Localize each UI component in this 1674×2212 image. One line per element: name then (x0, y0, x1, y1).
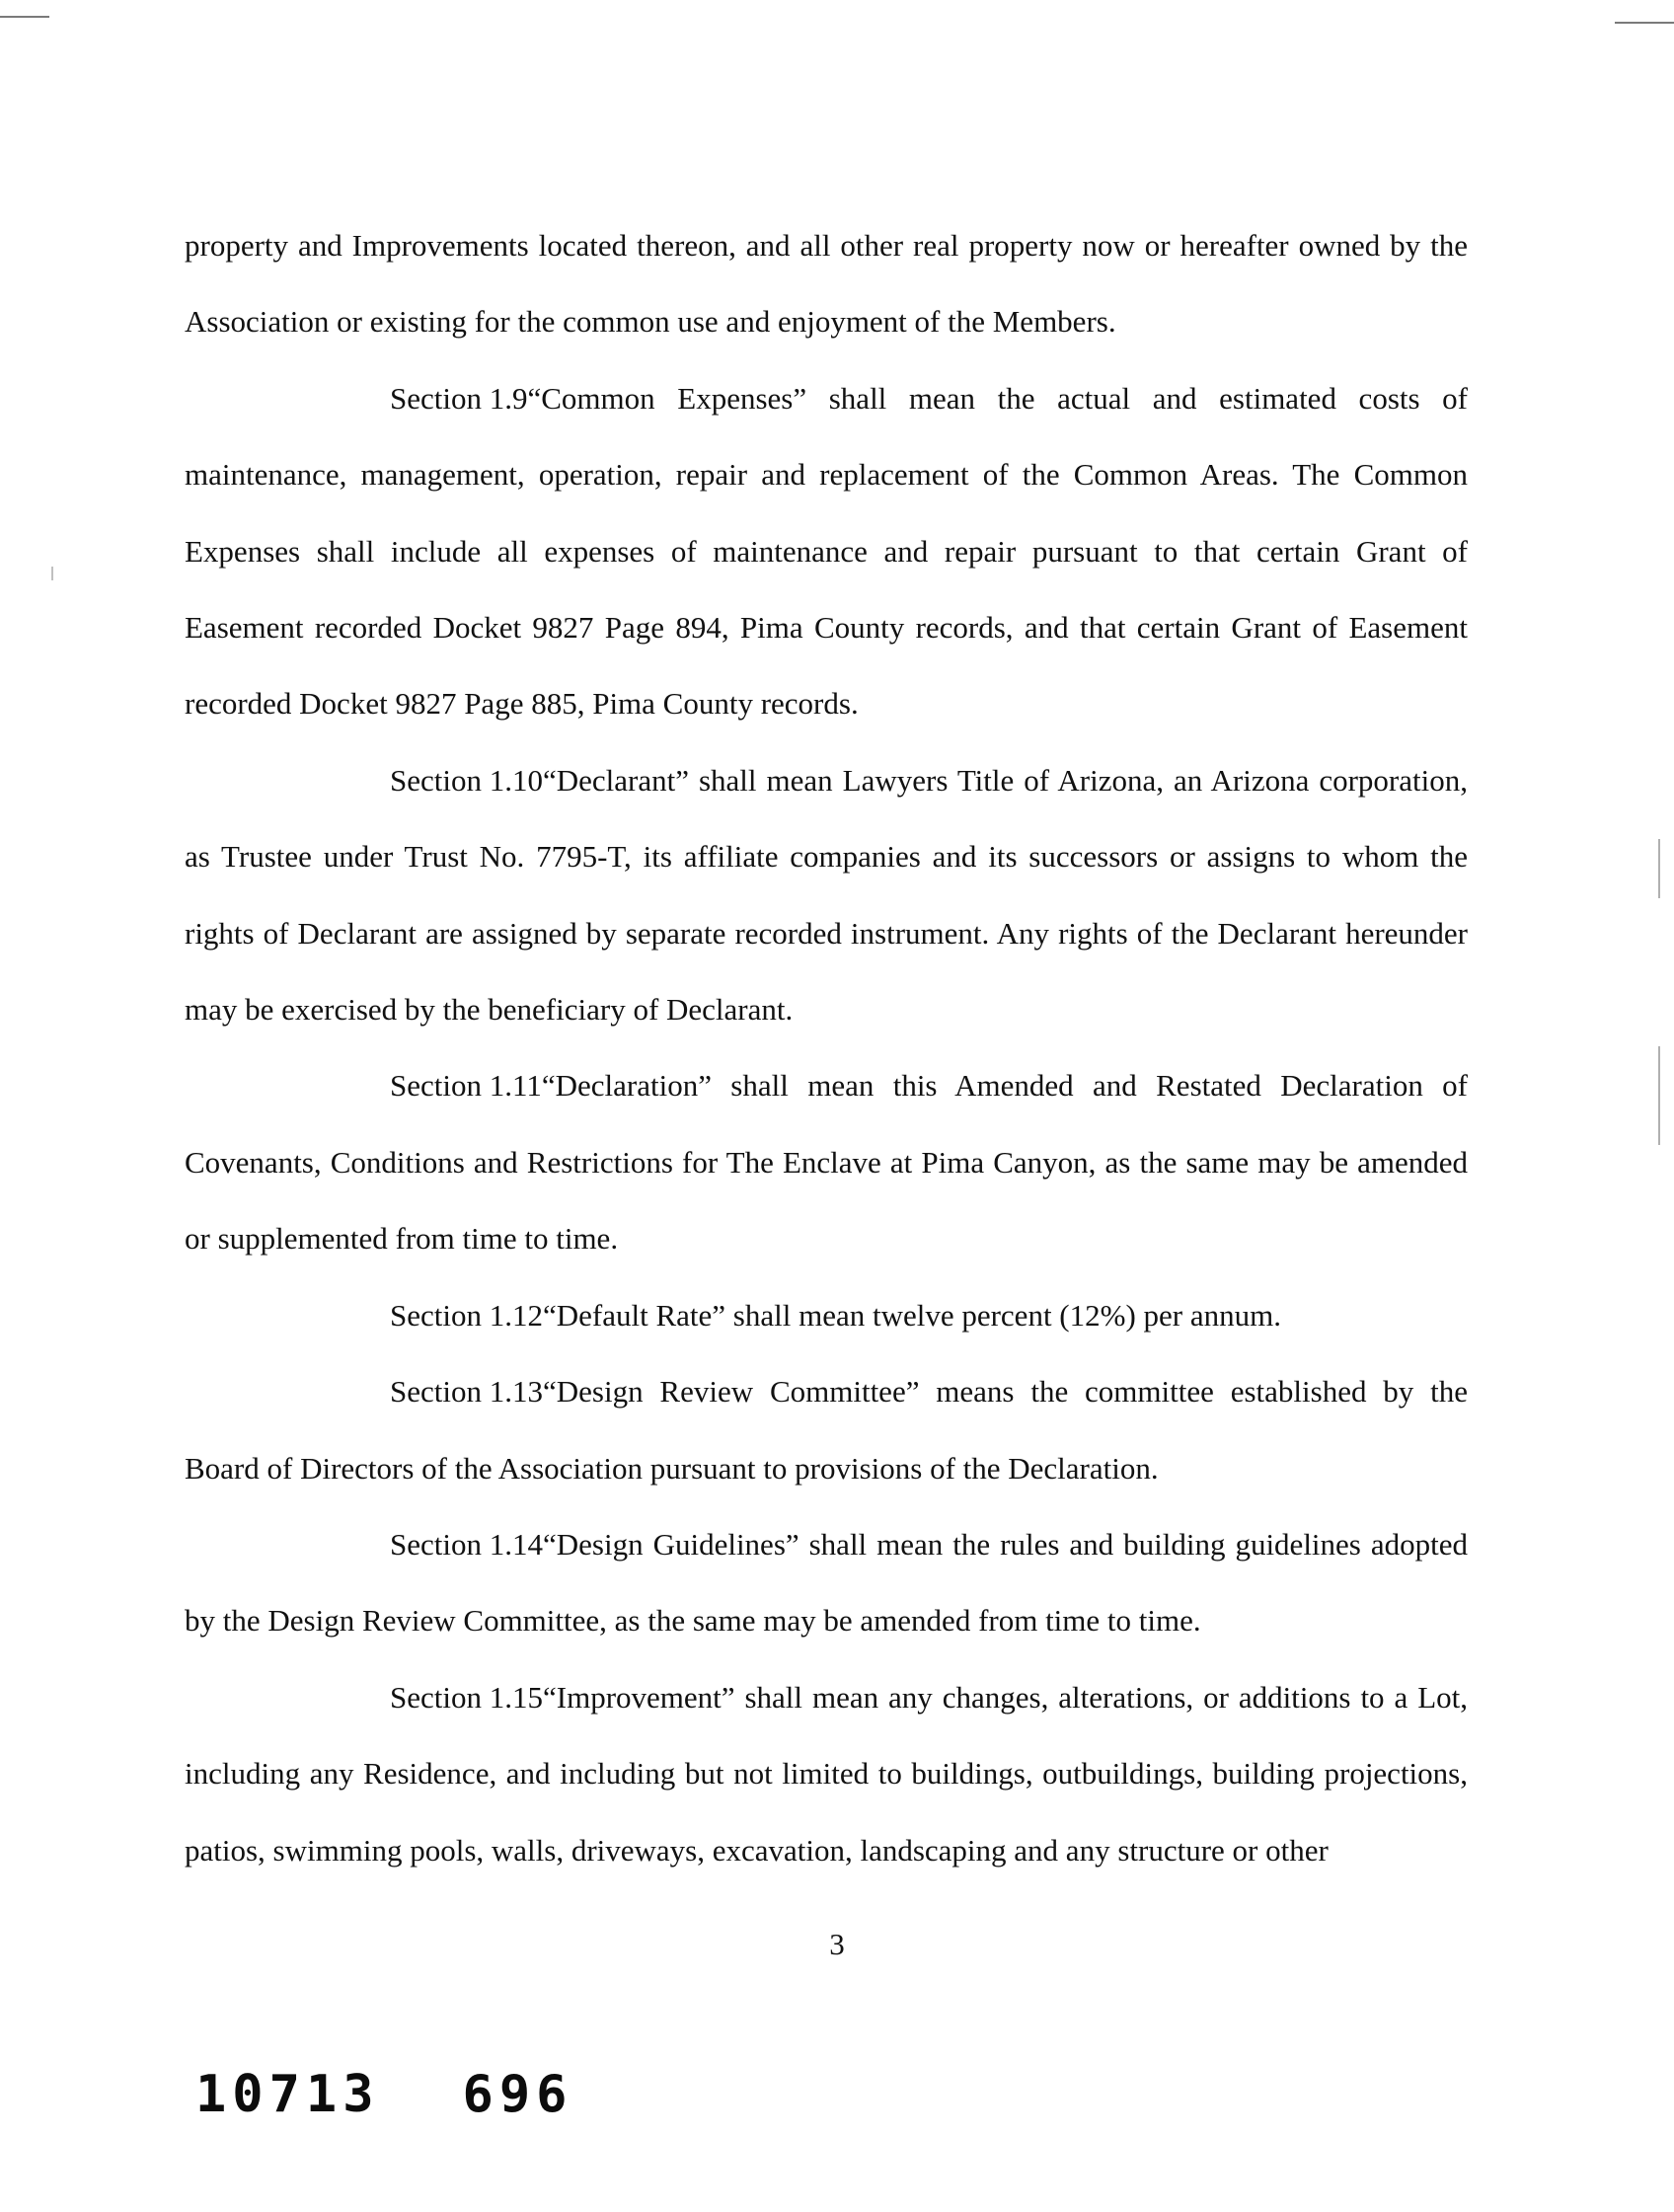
section-number: Section 1.15 (390, 1679, 543, 1715)
scan-edge-mark (51, 567, 53, 580)
section-number: Section 1.14 (390, 1526, 543, 1562)
paragraph-text: property and Improvements located thereon, and all other real property now or hereafter owned by the Association or existing for the common use and enjoyment of the Members. (185, 228, 1468, 340)
section-number: Section 1.9 (390, 380, 528, 416)
document-body (185, 207, 1468, 1888)
paragraph-text: “Default Rate” shall mean twelve percent (12%) per annum. (543, 1297, 1281, 1333)
paragraph-section-1-15 (185, 1659, 1468, 1888)
paragraph-text: “Design Review Committee” means the committee established by the Board of Directors of the Association pursuant to provisions of the Declaration. (185, 1374, 1468, 1486)
paragraph-continuation (185, 207, 1468, 360)
paragraph-text: “Declaration” shall mean this Amended and Restated Declaration of Covenants, Conditions and Restrictions for The Enclave at Pima Canyon, as the same may be amended or supplemented from time to time. (185, 1068, 1468, 1257)
paragraph-section-1-9 (185, 360, 1468, 742)
page-number: 3 (829, 1927, 845, 1961)
paragraph-section-1-11 (185, 1047, 1468, 1276)
docket-number: 10713 (195, 2065, 380, 2124)
paragraph-section-1-12 (185, 1277, 1468, 1353)
section-number: Section 1.12 (390, 1297, 543, 1333)
paragraph-text: “Design Guidelines” shall mean the rules and building guidelines adopted by the Design Review Committee, as the same may be amended from time to time. (185, 1526, 1468, 1639)
section-number: Section 1.10 (390, 762, 543, 798)
scan-edge-mark (0, 16, 49, 18)
paragraph-text: “Common Expenses” shall mean the actual and estimated costs of maintenance, management, operation, repair and replacement of the Common Areas. The Common Expenses shall include all expenses of maintenance and repair pursuant to that certain Grant of Easement recorded Docket 9827 Page 894, Pima County records, and that certain Grant of Easement recorded Docket 9827 Page 885, Pima County records. (185, 380, 1468, 722)
section-number: Section 1.11 (390, 1068, 542, 1104)
paragraph-text: “Declarant” shall mean Lawyers Title of Arizona, an Arizona corporation, as Trustee under Trust No. 7795-T, its affiliate companies and its successors or assigns to whom the rights of Declarant are assigned by separate recorded instrument. Any rights of the Declarant hereunder may be exercised by the beneficiary of Declarant. (185, 762, 1468, 1028)
paragraph-section-1-14 (185, 1506, 1468, 1659)
paragraph-section-1-13 (185, 1353, 1468, 1506)
paragraph-section-1-10 (185, 742, 1468, 1048)
scan-edge-mark (1658, 839, 1660, 898)
section-number: Section 1.13 (390, 1374, 543, 1410)
scan-edge-mark (1658, 1046, 1660, 1145)
recording-stamp (195, 2065, 572, 2124)
paragraph-text: “Improvement” shall mean any changes, alterations, or additions to a Lot, including any Residence, and including but not limited to buildings, outbuildings, building projections, patios, swimming pools, walls, driveways, excavation, landscaping and any structure or other (185, 1679, 1468, 1868)
scan-edge-mark (1615, 22, 1674, 24)
docket-page: 696 (462, 2065, 573, 2124)
